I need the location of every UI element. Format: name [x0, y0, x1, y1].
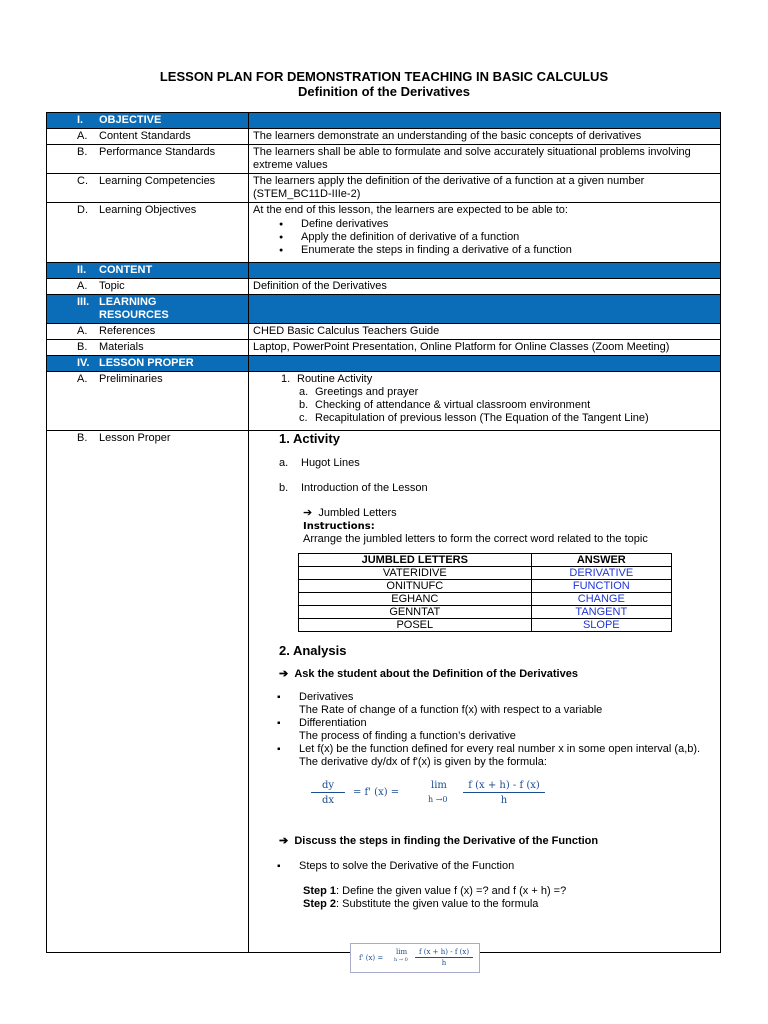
- section-objective: I. OBJECTIVE: [47, 113, 721, 129]
- arrow-right-icon: ➔: [279, 835, 289, 847]
- list-item: ● Enumerate the steps in finding a derivative of a function: [301, 244, 716, 257]
- derivative-formula: dy dx = f' (x) = lim h →0 f (x + h) - f (x) h: [311, 779, 716, 813]
- row-performance-standards: B. Performance Standards The learners shall be able to formulate and solve accurately situational problems involving extreme values: [47, 145, 721, 174]
- arrow-right-icon: ➔: [303, 507, 313, 519]
- section-lesson-proper: IV. LESSON PROPER: [47, 356, 721, 372]
- page-subtitle: Definition of the Derivatives: [298, 84, 470, 99]
- table-row: POSEL SLOPE: [299, 619, 672, 632]
- section-content: II. CONTENT: [47, 263, 721, 279]
- lesson-plan-table: [46, 112, 721, 953]
- list-item: ● Define derivatives: [301, 218, 716, 231]
- row-content-standards: A. Content Standards The learners demonstrate an understanding of the basic concepts of derivatives: [47, 129, 721, 145]
- table-row: ONITNUFC FUNCTION: [299, 580, 672, 593]
- objectives-list: [253, 218, 716, 257]
- activity-heading: 1. Activity: [279, 431, 340, 446]
- analysis-heading: 2. Analysis: [279, 643, 347, 658]
- list-item: ● Apply the definition of derivative of a function: [301, 231, 716, 244]
- row-topic: A. Topic Definition of the Derivatives: [47, 279, 721, 295]
- row-learning-competencies: C. Learning Competencies The learners apply the definition of the derivative of a function at a given number (STEM_BC11D-IIIe-2): [47, 174, 721, 203]
- page-title: LESSON PLAN FOR DEMONSTRATION TEACHING IN BASIC CALCULUS: [159, 69, 609, 84]
- table-row: VATERIDIVE DERIVATIVE: [299, 567, 672, 580]
- table-row: EGHANC CHANGE: [299, 593, 672, 606]
- section-resources: III. LEARNING RESOURCES: [47, 295, 721, 324]
- formula-image: f' (x) = lim h → 0 f (x + h) - f (x) h: [350, 943, 480, 973]
- table-row: GENNTAT TANGENT: [299, 606, 672, 619]
- row-preliminaries: A. Preliminaries 1. Routine Activity a. Greetings and prayer b. Checking of attendance & virtual classroom environment c. Recapitulation of previous lesson (The Equation of the Tangent Line): [47, 372, 721, 431]
- jumbled-letters-table: JUMBLED LETTERS ANSWER VATERIDIVE DERIVATIVE ONITNUFC FUNCTION EGHANC CHANGE GENNTAT TANGENT POSEL SLOPE: [298, 553, 672, 632]
- row-learning-objectives: D. Learning Objectives At the end of this lesson, the learners are expected to be able to: ● Define derivatives ● Apply the definition of derivative of a function ● Enumerate the steps in finding a derivative of a function: [47, 203, 721, 263]
- row-references: A. References CHED Basic Calculus Teachers Guide: [47, 324, 721, 340]
- arrow-right-icon: ➔: [279, 668, 289, 680]
- row-lesson-proper: B. Lesson Proper 1. Activity a. Hugot Lines b. Introduction of the Lesson ➔ Jumbled Letters Instructions: Arrange the jumbled letters to form the correct word related to the topic JUMBLED LETTERS ANSWER VATERIDIVE DERIVATIVE ONITNUFC FUNCTION EGHANC CHANGE GENNTAT TANGENT POSEL SLOPE 2. Analysis ➔ Ask the student about the Definition of the Derivatives ▪ Derivatives The Rate of change of a function f(x) with respect to a variable ▪ Differentiation The process of finding a function’s derivative ▪ Let f(x) be the function defined for every real number x in some open interval (a,b). The derivative dy/dx of f'(x) is given by the formula: dy dx = f' (x) = lim h →0 f (x + h) - f (x) h ➔ Discuss the steps in finding the Derivative of the Function ▪ Steps to solve the Derivative of the Function Step 1: Define the given value f (x) =? and f (x + h) =? Step 2: Substitute the given value to the formula: [47, 431, 721, 953]
- row-materials: B. Materials Laptop, PowerPoint Presentation, Online Platform for Online Classes (Zoom Meeting): [47, 340, 721, 356]
